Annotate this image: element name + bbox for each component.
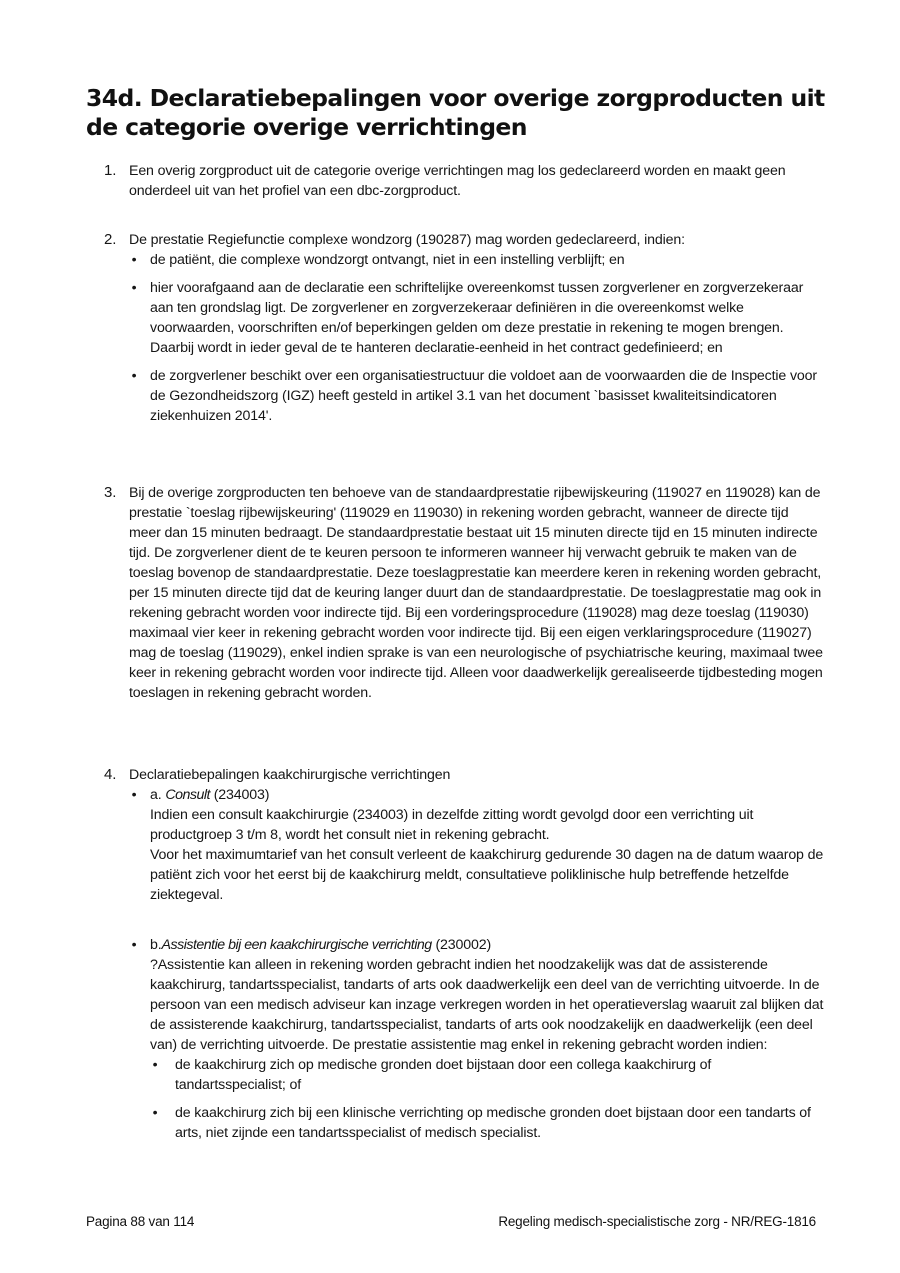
item-text: De prestatie Regiefunctie complexe wondzorg (190287) mag worden gedeclareerd, indien: (129, 232, 685, 248)
list-item-4 (104, 765, 824, 1143)
item-number: 1. (104, 162, 117, 179)
bullet-icon: • (131, 368, 137, 384)
list-item-3 (104, 483, 824, 703)
regulation-reference: Regeling medisch-specialistische zorg - NR/REG-1816 (498, 1214, 816, 1229)
page-number: Pagina 88 van 114 (86, 1214, 195, 1229)
bullet-item: • de kaakchirurg zich op medische gronden doet bijstaan door een collega kaakchirurg of tandartsspecialist; of (150, 1055, 824, 1095)
nested-bullet-list (150, 1055, 824, 1143)
sub-item-assistentie: • b.Assistentie bij een kaakchirurgische verrichting (230002) ?Assistentie kan alleen in rekening worden gebracht indien het noodzakelijk was dat de assisterende kaakchirurg, tandartsspecialist, tandarts of arts ook daadwerkelijk een deel van de verrichting uitvoerde. In de persoon van een medisch adviseur kan inzage verkregen worden in het operatieverslag waaruit zal blijken dat de assisterende kaakchirurg, tandartsspecialist, tandarts of arts ook noodzakelijk en daadwerkelijk (een deel van) de verrichting uitvoerde. De prestatie assistentie mag enkel in rekening gebracht worden indien: • de kaakchirurg zich op medische gronden doet bijstaan door een collega kaakchirurg of tandartsspecialist; of • de kaakchirurg zich bij een klinische verrichting op medische gronden doet bijstaan door een tandarts of arts, niet zijnde een tandartsspecialist of medisch specialist. (129, 935, 824, 1143)
sub-item-consult: • a. Consult (234003) Indien een consult kaakchirurgie (234003) in dezelfde zitting wordt gevolgd door een verrichting uit productgroep 3 t/m 8, wordt het consult niet in rekening gebracht. Voor het maximumtarief van het consult verleent de kaakchirurg gedurende 30 dagen na de datum waarop de patiënt zich voor het eerst bij de kaakchirurg meldt, consultatieve poliklinische hulp betreffende hetzelfde ziektegeval. (129, 785, 824, 905)
bullet-icon: • (131, 280, 137, 296)
sub-item-heading: Assistentie bij een kaakchirurgische verrichting (161, 937, 432, 953)
bullet-list (129, 785, 824, 1143)
item-number: 3. (104, 484, 117, 501)
bullet-item: • hier voorafgaand aan de declaratie een schriftelijke overeenkomst tussen zorgverlener en zorgverzekeraar aan ten grondslag ligt. De zorgverlener en zorgverzekeraar definiëren in die overeenkomst welke voorwaarden, voorschriften en/of beperkingen gelden om deze prestatie in rekening te mogen brengen. Daarbij wordt in ieder geval de te hanteren declaratie-eenheid in het contract gedefinieerd; en (129, 278, 824, 358)
paragraph: Indien een consult kaakchirurgie (234003) in dezelfde zitting wordt gevolgd door een verrichting uit productgroep 3 t/m 8, wordt het consult niet in rekening gebracht. (150, 807, 754, 843)
item-text: Een overig zorgproduct uit de categorie overige verrichtingen mag los gedeclareerd worden en maakt geen onderdeel uit van het profiel van een dbc-zorgproduct. (129, 163, 786, 199)
section-title: 34d. Declaratiebepalingen voor overige zorgproducten uit de categorie overige verrichtingen (86, 84, 825, 141)
bullet-item: • de kaakchirurg zich bij een klinische verrichting op medische gronden doet bijstaan door een tandarts of arts, niet zijnde een tandartsspecialist of medisch specialist. (150, 1103, 824, 1143)
paragraph: Voor het maximumtarief van het consult verleent de kaakchirurg gedurende 30 dagen na de datum waarop de patiënt zich voor het eerst bij de kaakchirurg meldt, consultatieve poliklinische hulp betreffende hetzelfde ziektegeval. (150, 847, 824, 903)
bullet-item: • de patiënt, die complexe wondzorgt ontvangt, niet in een instelling verblijft; en (129, 250, 824, 270)
bullet-icon: • (152, 1105, 158, 1121)
bullet-icon: • (152, 1057, 158, 1073)
list-item-2 (104, 230, 824, 426)
bullet-icon: • (131, 252, 137, 268)
bullet-icon: • (131, 787, 137, 803)
bullet-item: • de zorgverlener beschikt over een organisatiestructuur die voldoet aan de voorwaarden die de Inspectie voor de Gezondheidszorg (IGZ) heeft gesteld in artikel 3.1 van het document `basisset kwaliteitsindicatoren ziekenhuizen 2014'. (129, 366, 824, 426)
item-number: 4. (104, 766, 117, 783)
bullet-list (129, 250, 824, 426)
item-number: 2. (104, 231, 117, 248)
paragraph: ?Assistentie kan alleen in rekening worden gebracht indien het noodzakelijk was dat de assisterende kaakchirurg, tandartsspecialist, tandarts of arts ook daadwerkelijk een deel van de verrichting uitvoerde. In de persoon van een medisch adviseur kan inzage verkregen worden in het operatieverslag waaruit zal blijken dat de assisterende kaakchirurg, tandartsspecialist, tandarts of arts ook noodzakelijk en daadwerkelijk (een deel van) de verrichting uitvoerde. De prestatie assistentie mag enkel in rekening gebracht worden indien: (150, 957, 824, 1053)
sub-item-heading: Consult (165, 787, 210, 803)
item-text: Bij de overige zorgproducten ten behoeve van de standaardprestatie rijbewijskeuring (119027 en 119028) kan de prestatie `toeslag rijbewijskeuring' (119029 en 119030) in rekening worden gebracht, wanneer de directe tijd meer dan 15 minuten bedraagt. De standaardprestatie bestaat uit 15 minuten directe tijd en 15 minuten indirecte tijd. De zorgverlener dient de te keuren persoon te informeren wanneer hij verwacht gebruik te maken van de toeslag bovenop de standaardprestatie. Deze toeslagprestatie kan meerdere keren in rekening worden gebracht, per 15 minuten directe tijd dat de keuring langer duurt dan de standaardprestatie. De toeslagprestatie mag ook in rekening gebracht worden voor indirecte tijd. Bij een vorderingsprocedure (119028) mag deze toeslag (119030) maximaal vier keer in rekening gebracht worden voor indirecte tijd. Bij een eigen verklaringsprocedure (119027) mag de toeslag (119029), enkel indien sprake is van een neurologische of psychiatrische keuring, maximaal twee keer in rekening gebracht worden voor indirecte tijd. Alleen voor daadwerkelijk gerealiseerde tijdbesteding mogen toeslagen in rekening gebracht worden. (129, 485, 823, 701)
item-text: Declaratiebepalingen kaakchirurgische verrichtingen (129, 767, 451, 783)
list-item-1 (104, 161, 824, 201)
bullet-icon: • (131, 937, 137, 953)
